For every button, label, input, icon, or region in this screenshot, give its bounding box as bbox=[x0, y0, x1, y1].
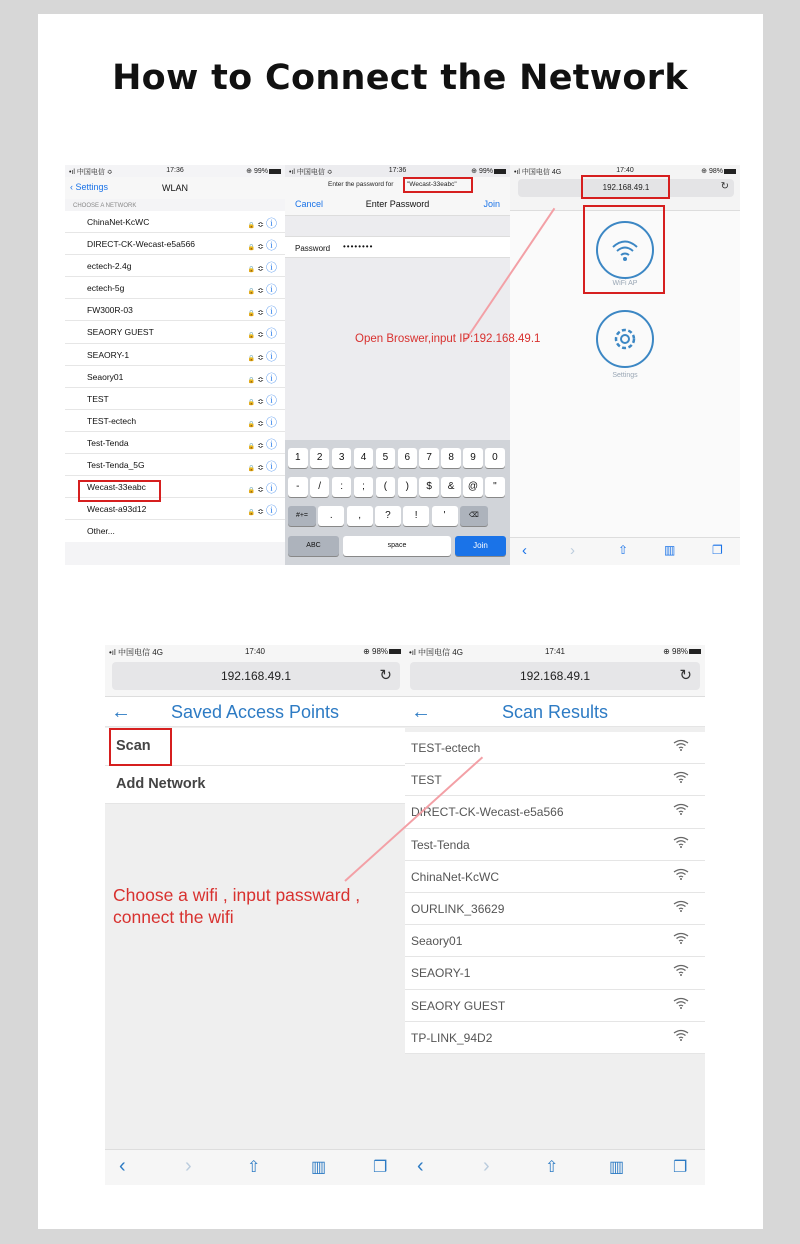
annotation-choose-wifi-1: Choose a wifi , input passward , bbox=[113, 885, 361, 905]
info-icon[interactable]: ⓘ bbox=[266, 306, 279, 319]
highlight-network-name bbox=[403, 177, 473, 193]
network-row[interactable] bbox=[65, 388, 285, 410]
annotation-open-browser: Open Broswer,input IP:192.168.49.1 bbox=[355, 333, 541, 345]
network-row[interactable] bbox=[65, 255, 285, 277]
wifi-icon: ≎ bbox=[257, 440, 266, 450]
reload-icon[interactable]: ↻ bbox=[720, 181, 729, 192]
share-icon[interactable]: ⇧ bbox=[247, 1159, 261, 1176]
scan-result-row[interactable] bbox=[405, 893, 705, 925]
info-icon[interactable]: ⓘ bbox=[266, 262, 279, 275]
lock-icon: 🔒 bbox=[247, 311, 258, 318]
key[interactable]: #+= bbox=[288, 506, 316, 526]
battery bbox=[363, 647, 401, 656]
scan-result-row[interactable] bbox=[405, 732, 705, 764]
browser-toolbar bbox=[405, 1149, 705, 1185]
password-field[interactable]: •••••••• bbox=[343, 242, 374, 251]
key[interactable]: & bbox=[441, 477, 461, 497]
wifi-signal-icon bbox=[673, 900, 689, 912]
highlight-url bbox=[581, 175, 670, 199]
info-icon[interactable]: ⓘ bbox=[266, 416, 279, 429]
network-row[interactable] bbox=[65, 211, 285, 233]
scan-results-screen bbox=[405, 645, 705, 1185]
network-name: Test-Tenda bbox=[87, 437, 129, 448]
info-icon[interactable]: ⓘ bbox=[266, 350, 279, 363]
key[interactable]: ! bbox=[403, 506, 429, 526]
info-icon[interactable]: ⓘ bbox=[266, 240, 279, 253]
scan-result-row[interactable] bbox=[405, 829, 705, 861]
key[interactable]: ? bbox=[375, 506, 401, 526]
lock-icon: 🔒 bbox=[247, 245, 258, 252]
header-title: Scan Results bbox=[501, 702, 609, 722]
battery bbox=[246, 167, 281, 175]
key[interactable]: ) bbox=[398, 477, 418, 497]
key[interactable]: / bbox=[310, 477, 330, 497]
wifi-icon: ≎ bbox=[257, 507, 266, 517]
key-row-1 bbox=[287, 448, 508, 468]
network-row[interactable] bbox=[65, 321, 285, 343]
back-label: Settings bbox=[75, 182, 109, 192]
scan-result-row[interactable] bbox=[405, 1022, 705, 1054]
lock-icon: 🔒 bbox=[247, 267, 258, 274]
key-abc[interactable]: ABC bbox=[288, 536, 339, 556]
cancel-button[interactable]: Cancel bbox=[295, 199, 324, 209]
network-name: ectech-2.4g bbox=[87, 261, 132, 272]
network-icons bbox=[248, 502, 279, 518]
wifi-icon: ≎ bbox=[257, 308, 266, 318]
lock-icon: 🔒 bbox=[247, 443, 258, 450]
status-bar bbox=[65, 165, 285, 177]
highlight-scan bbox=[109, 728, 172, 766]
wifi-signal-icon bbox=[673, 836, 689, 848]
wifi-icon: ≎ bbox=[257, 396, 266, 406]
key[interactable]: : bbox=[332, 477, 352, 497]
back-icon[interactable]: ‹ bbox=[119, 1155, 126, 1177]
wifi-icon: ≎ bbox=[257, 485, 266, 495]
share-icon[interactable]: ⇧ bbox=[545, 1159, 559, 1176]
key-row-4 bbox=[287, 536, 508, 556]
nav-title: WLAN bbox=[161, 183, 188, 193]
scan-label: Scan bbox=[116, 738, 151, 754]
network-name: TEST-ectech bbox=[87, 415, 137, 426]
network-icons bbox=[248, 259, 279, 275]
battery-percent: ⊕ 98% bbox=[701, 168, 723, 175]
network-icons bbox=[248, 414, 279, 430]
key[interactable]: 6 bbox=[398, 448, 418, 468]
wifi-icon: ≎ bbox=[257, 374, 266, 384]
battery-icon bbox=[724, 169, 736, 174]
bookmarks-icon[interactable]: ▥ bbox=[609, 1159, 625, 1176]
key[interactable]: 3 bbox=[332, 448, 352, 468]
clock: 17:40 bbox=[616, 167, 634, 174]
reload-icon[interactable]: ↻ bbox=[379, 667, 392, 684]
tabs-icon[interactable]: ❐ bbox=[712, 543, 723, 557]
network-icons bbox=[248, 281, 279, 297]
scan-result-name: Test-Tenda bbox=[411, 837, 470, 852]
battery-icon bbox=[689, 649, 701, 654]
gear-icon bbox=[598, 312, 652, 366]
tabs-icon[interactable]: ❐ bbox=[373, 1159, 388, 1176]
address-bar[interactable] bbox=[112, 662, 400, 690]
scan-result-name: SEAORY-1 bbox=[411, 966, 471, 981]
tabs-icon[interactable]: ❐ bbox=[673, 1159, 688, 1176]
wifi-icon: ≎ bbox=[257, 264, 266, 274]
scan-result-name: Seaory01 bbox=[411, 934, 463, 949]
forward-icon[interactable]: › bbox=[570, 542, 575, 559]
key[interactable]: 7 bbox=[419, 448, 439, 468]
battery-percent: ⊕ 99% bbox=[471, 168, 493, 175]
forward-icon[interactable]: › bbox=[185, 1155, 192, 1177]
scan-result-row[interactable] bbox=[405, 925, 705, 957]
key-join[interactable]: Join bbox=[455, 536, 506, 556]
key[interactable]: . bbox=[318, 506, 344, 526]
wifi-icon: ≎ bbox=[257, 286, 266, 296]
lock-icon: 🔒 bbox=[247, 510, 258, 517]
network-name: DIRECT-CK-Wecast-e5a566 bbox=[87, 239, 196, 250]
network-name: Wecast-33eabc bbox=[87, 482, 146, 493]
network-row[interactable] bbox=[65, 366, 285, 388]
scan-result-row[interactable] bbox=[405, 764, 705, 796]
back-arrow-icon[interactable]: ← bbox=[411, 701, 431, 723]
scan-result-row[interactable] bbox=[405, 796, 705, 828]
add-network-row[interactable] bbox=[105, 766, 405, 804]
network-name: ectech-5g bbox=[87, 283, 125, 294]
prompt-bar bbox=[285, 177, 510, 192]
highlight-wecast bbox=[78, 480, 161, 502]
network-row[interactable] bbox=[65, 233, 285, 255]
info-icon[interactable]: ⓘ bbox=[266, 372, 279, 385]
battery-icon bbox=[494, 169, 506, 174]
clock: 17:36 bbox=[388, 167, 407, 174]
wifi-signal-icon bbox=[673, 771, 689, 783]
network-icons bbox=[248, 436, 279, 452]
wifi-signal-icon bbox=[673, 1029, 689, 1041]
battery-percent: ⊕ 99% bbox=[246, 168, 268, 175]
network-row[interactable] bbox=[65, 454, 285, 476]
wifi-signal-icon bbox=[673, 964, 689, 976]
network-icons bbox=[248, 303, 279, 319]
settings-label: Settings bbox=[612, 372, 638, 379]
lock-icon: 🔒 bbox=[247, 355, 258, 362]
key[interactable]: 2 bbox=[310, 448, 330, 468]
carrier-label: •ıl 中国电信 ≎ bbox=[69, 169, 113, 176]
password-label: Password bbox=[295, 244, 331, 253]
status-bar bbox=[285, 165, 510, 177]
info-icon[interactable]: ⓘ bbox=[266, 461, 279, 474]
network-name: SEAORY-1 bbox=[87, 349, 130, 360]
url-text: 192.168.49.1 bbox=[519, 669, 591, 683]
key[interactable]: 4 bbox=[354, 448, 374, 468]
key[interactable]: 0 bbox=[485, 448, 505, 468]
address-bar[interactable] bbox=[410, 662, 700, 690]
key-row-2 bbox=[287, 477, 508, 497]
clock: 17:36 bbox=[166, 167, 184, 174]
scan-result-name: OURLINK_36629 bbox=[411, 901, 505, 916]
lock-icon: 🔒 bbox=[247, 466, 258, 473]
network-name: Test-Tenda_5G bbox=[87, 460, 145, 471]
url-text: 192.168.49.1 bbox=[602, 183, 650, 192]
scan-result-name: DIRECT-CK-Wecast-e5a566 bbox=[411, 805, 564, 820]
key[interactable]: 9 bbox=[463, 448, 483, 468]
network-name: TEST bbox=[87, 393, 109, 404]
scan-result-row[interactable] bbox=[405, 957, 705, 989]
network-row[interactable] bbox=[65, 277, 285, 299]
wifi-signal-icon bbox=[673, 803, 689, 815]
back-icon[interactable]: ‹ bbox=[522, 542, 527, 559]
back-icon[interactable]: ‹ bbox=[417, 1155, 424, 1177]
wifi-ap-label: WiFi AP bbox=[612, 280, 638, 287]
annotation-choose-wifi-2: connect the wifi bbox=[113, 907, 234, 927]
network-name: Seaory01 bbox=[87, 371, 124, 382]
carrier-label: •ıl 中国电信 4G bbox=[109, 648, 163, 657]
wifi-signal-icon bbox=[673, 932, 689, 944]
keyboard bbox=[285, 440, 510, 565]
wifi-icon: ≎ bbox=[257, 330, 266, 340]
battery bbox=[701, 167, 736, 175]
battery-icon bbox=[269, 169, 281, 174]
nav-bar bbox=[65, 177, 285, 199]
back-arrow-icon[interactable]: ← bbox=[111, 701, 131, 723]
key[interactable]: 5 bbox=[376, 448, 396, 468]
prompt-network-name: "Wecast-33eabc" bbox=[407, 181, 457, 188]
network-name: FW300R-03 bbox=[87, 305, 133, 316]
settings-button[interactable] bbox=[596, 310, 654, 368]
key[interactable]: - bbox=[288, 477, 308, 497]
wifi-signal-icon bbox=[673, 739, 689, 751]
network-name: ChinaNet-KcWC bbox=[87, 217, 150, 227]
section-label: CHOOSE A NETWORK bbox=[73, 203, 137, 209]
key[interactable]: ⌫ bbox=[460, 506, 488, 526]
info-icon[interactable]: ⓘ bbox=[266, 394, 279, 407]
wifi-signal-icon bbox=[673, 997, 689, 1009]
browser-toolbar bbox=[510, 537, 740, 565]
bookmarks-icon[interactable]: ▥ bbox=[664, 543, 676, 557]
network-icons bbox=[248, 392, 279, 408]
lock-icon: 🔒 bbox=[247, 223, 258, 229]
battery-percent: ⊕ 98% bbox=[663, 647, 688, 656]
battery bbox=[663, 647, 701, 656]
page-title: How to Connect the Network bbox=[112, 58, 688, 98]
status-bar bbox=[105, 645, 405, 659]
wlan-screen bbox=[65, 165, 285, 565]
info-icon[interactable]: ⓘ bbox=[266, 438, 279, 451]
wifi-signal-icon bbox=[673, 868, 689, 880]
header-title: Saved Access Points bbox=[170, 702, 340, 722]
browser-toolbar bbox=[105, 1149, 405, 1185]
key[interactable]: ( bbox=[376, 477, 396, 497]
scan-result-row[interactable] bbox=[405, 861, 705, 893]
reload-icon[interactable]: ↻ bbox=[679, 667, 692, 684]
nav-bar bbox=[285, 192, 510, 216]
lock-icon: 🔒 bbox=[247, 333, 258, 340]
info-icon[interactable]: ⓘ bbox=[266, 218, 279, 230]
clock: 17:41 bbox=[544, 647, 566, 656]
lock-icon: 🔒 bbox=[247, 488, 258, 495]
info-icon[interactable]: ⓘ bbox=[266, 505, 279, 518]
join-button[interactable]: Join bbox=[483, 199, 500, 209]
share-icon[interactable]: ⇧ bbox=[618, 543, 629, 557]
scan-result-name: TEST-ectech bbox=[411, 741, 481, 755]
other-label: Other... bbox=[87, 526, 115, 537]
page-header bbox=[405, 697, 705, 727]
key[interactable]: " bbox=[485, 477, 505, 497]
scan-result-row[interactable] bbox=[405, 990, 705, 1022]
scan-result-name: SEAORY GUEST bbox=[411, 998, 506, 1013]
info-icon[interactable]: ⓘ bbox=[266, 328, 279, 341]
key-row-3 bbox=[287, 506, 508, 526]
wifi-icon: ≎ bbox=[257, 242, 266, 252]
network-icons bbox=[248, 325, 279, 341]
key[interactable]: 1 bbox=[288, 448, 308, 468]
lock-icon: 🔒 bbox=[247, 289, 258, 296]
password-screen bbox=[285, 165, 510, 565]
network-icons bbox=[248, 215, 279, 231]
lock-icon: 🔒 bbox=[247, 399, 258, 406]
highlight-wifi-ap bbox=[583, 205, 665, 294]
add-network-label: Add Network bbox=[116, 776, 206, 792]
scan-results-list bbox=[405, 732, 705, 1054]
network-row[interactable] bbox=[65, 432, 285, 454]
clock: 17:40 bbox=[244, 647, 266, 656]
other-network-row[interactable] bbox=[65, 520, 285, 542]
key-space[interactable]: space bbox=[343, 536, 451, 556]
info-icon[interactable]: ⓘ bbox=[266, 483, 279, 496]
network-row[interactable] bbox=[65, 344, 285, 366]
key[interactable]: 8 bbox=[441, 448, 461, 468]
scan-result-name: TEST bbox=[411, 773, 442, 788]
network-name: Wecast-a93d12 bbox=[87, 504, 147, 515]
key[interactable]: $ bbox=[419, 477, 439, 497]
wifi-icon: ≎ bbox=[257, 418, 266, 428]
network-row[interactable] bbox=[65, 299, 285, 321]
network-name: SEAORY GUEST bbox=[87, 327, 154, 338]
wifi-icon: ≎ bbox=[257, 220, 266, 229]
back-button[interactable]: ‹ Settings bbox=[70, 182, 109, 192]
url-text: 192.168.49.1 bbox=[220, 669, 292, 683]
wifi-icon: ≎ bbox=[257, 463, 266, 473]
bookmarks-icon[interactable]: ▥ bbox=[311, 1159, 327, 1176]
carrier-label: •ıl 中国电信 4G bbox=[409, 648, 463, 657]
battery-icon bbox=[389, 649, 401, 654]
info-icon[interactable]: ⓘ bbox=[266, 284, 279, 297]
lock-icon: 🔒 bbox=[247, 421, 258, 428]
prompt-text: Enter the password for bbox=[328, 181, 394, 188]
network-icons bbox=[248, 480, 279, 496]
network-row[interactable] bbox=[65, 410, 285, 432]
status-bar bbox=[405, 645, 705, 659]
key[interactable]: , bbox=[347, 506, 373, 526]
network-icons bbox=[248, 370, 279, 386]
page-header bbox=[105, 697, 405, 727]
scan-result-name: TP-LINK_94D2 bbox=[411, 1030, 493, 1045]
forward-icon[interactable]: › bbox=[483, 1155, 490, 1177]
network-icons bbox=[248, 237, 279, 253]
carrier-label: •ıl 中国电信 ≎ bbox=[289, 169, 333, 176]
network-icons bbox=[248, 458, 279, 474]
lock-icon: 🔒 bbox=[247, 377, 258, 384]
scan-result-name: ChinaNet-KcWC bbox=[411, 869, 500, 884]
battery-percent: ⊕ 98% bbox=[363, 647, 388, 656]
password-row[interactable] bbox=[285, 236, 510, 258]
battery bbox=[471, 167, 506, 175]
key[interactable]: ' bbox=[432, 506, 458, 526]
key[interactable]: @ bbox=[463, 477, 483, 497]
carrier-label: •ıl 中国电信 4G bbox=[514, 169, 562, 176]
network-icons bbox=[248, 348, 279, 364]
wifi-icon: ≎ bbox=[257, 352, 266, 362]
key[interactable]: ; bbox=[354, 477, 374, 497]
nav-title: Enter Password bbox=[365, 199, 430, 209]
